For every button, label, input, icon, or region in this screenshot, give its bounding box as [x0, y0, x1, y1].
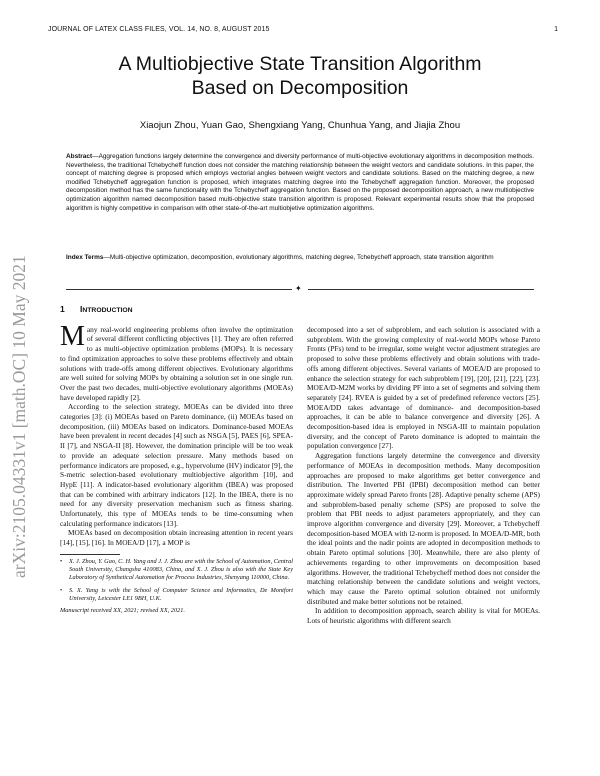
abstract [66, 153, 534, 213]
paragraph: In addition to decomposition approach, search ability is vital for MOEAs. Lots of heuristic algorithms with different search [307, 606, 540, 626]
paragraph: According to the selection strategy, MOEAs can be divided into three categories [3]: (i) MOEAs based on Pareto dominance, (ii) MOEAs based on decomposition, (iii) MOEAs based on indicators. Dominance-based MOEAs have been prevalent in recent decades [4] such as NSGA [5], PAES [6], SPEA-II [7], and NSGA-II [8]. However, the domination principle will be too weak to provide an adequate selection pressure. Many methods based on performance indicators are proposed, e.g., hypervolume (HV) indicator [9], the S-metric selection-based evolutionary multiobjective algorithm [10], and HypE [11]. A indicator-based evolutionary algorithm (IBEA) was proposed that can be combined with arbitrary indicators [12]. In the IBEA, there is no need for any diversity preservation mechanism such as fitness sharing. Unfortunately, this type of MOEAs tends to be time-consuming when calculating performance indicators [13]. [60, 402, 293, 528]
paper-title [60, 52, 540, 100]
drop-cap: M [60, 320, 85, 352]
footnote-text: S. X. Yang is with the School of Computer Science and Informatics, De Montfort University, Leicester LE1 9BH, U.K. [69, 586, 293, 603]
manuscript-note: Manuscript received XX, 2021; revised XX, 2021. [60, 607, 185, 615]
section-title-initial: I [80, 304, 83, 314]
abstract-label: Abstract [66, 153, 93, 160]
right-column [307, 325, 540, 626]
section-divider [66, 286, 534, 294]
title-line-1: A Multiobjective State Transition Algorithm [118, 53, 482, 75]
bullet-icon: • [60, 586, 63, 594]
footnote [60, 558, 293, 583]
bullet-icon: • [60, 557, 63, 565]
abstract-text: —Aggregation functions largely determine the convergence and diversity performance of multi-objective evolutionary algorithms in decomposition methods. Nevertheless, the traditional Tchebycheff function does not consider the matching relationship between the weight vectors and candidate solutions. In this paper, the concept of matching degree is proposed which employs vectorial angles between weight vectors and candidate solutions. Based on the matching degree, a new modified Tchebycheff aggregation function is proposed, which integrates matching degree into the Tchebycheff aggregation function. Moreover, the proposed decomposition method has the same functionality with the Tchebycheff aggregation function. Based on the proposed decomposition approach, a new multiobjective optimization algorithm named decomposition based multi-objective state transition algorithm is proposed. Relevant experimental results show that the proposed algorithm is highly competitive in comparison with other state-of-the-art multiobjetive optimization algorithms. [66, 153, 534, 212]
paragraph: MOEAs based on decomposition obtain increasing attention in recent years [14], [15], [16]. In MOEA/D [17], a MOP is [60, 528, 293, 548]
section-number: 1 [60, 304, 65, 314]
paragraph-text: any real-world engineering problems often involve the optimization of several different conflicting objectives [1]. They are often referred to as multi-objective optimization problems (MOPs). It is necessary to find optimization approaches to solve these problems effectively and obtain solutions with trade-offs among different objectives. Evolutionary algorithms are well suited for solving MOPs by obtaining a solution set in one single run. Over the past two decades, multi-objective evolutionary algorithms (MOEAs) have developed rapidly [2]. [60, 324, 293, 402]
title-line-2: Based on Decomposition [191, 77, 409, 99]
divider-line-right [308, 289, 534, 290]
index-terms-label: Index Terms [66, 254, 104, 261]
paragraph: decomposed into a set of subproblem, and each solution is associated with a subproblem. With the growing complexity of real-world MOPs whose Pareto Fronts (PFs) tend to be irregular, some weight vector adjustment strategies are proposed to solve these problems effectively and obtain solutions with trade-offs among different objectives. Several variants of MOEA/D are proposed to enhance the selection strategy for each subproblem [19], [20], [21], [22], [23]. MOEA/D-M2M works by dividing PF into a set of segments and solving them separately [24]. RVEA is guided by a set of predefined reference vectors [25]. MOEA/DD takes advantage of dominance- and decomposition-based approaches, it can be able to balance convergence and diversity [26]. A decomposition-based idea is employed in NSGA-III to maintain population diversity, and the concept of Pareto dominance is adopted to maintain the population convergence [27]. [307, 325, 540, 451]
index-terms-text: —Multi-objective optimization, decomposition, evolutionary algorithms, matching degree, Tchebycheff approach, state transition algorithm [103, 254, 494, 261]
left-column [60, 305, 293, 616]
index-terms [66, 254, 534, 263]
footnote-rule [60, 554, 120, 555]
paragraph [60, 320, 293, 403]
arxiv-stamp: arXiv:2105.04331v1 [math.OC] 10 May 2021 [9, 255, 29, 578]
running-header: JOURNAL OF LATEX CLASS FILES, VOL. 14, NO. 8, AUGUST 2015 [48, 26, 270, 33]
author-list: Xiaojun Zhou, Yuan Gao, Shengxiang Yang, Chunhua Yang, and Jiajia Zhou [139, 120, 461, 131]
section-title-rest: NTRODUCTION [82, 307, 133, 314]
section-heading [60, 305, 293, 316]
footnote-text: X. J. Zhou, Y. Gao, C. H. Yang and J. J. Zhou are with the School of Automation, Central South University, Changsha 410083, China, and X. J. Zhou is also with the State Key Laboratory of Synthetical Automation for Process Industries, Shenyang 110000, China. [69, 557, 293, 582]
page-number: 1 [554, 26, 558, 33]
footnote [60, 587, 293, 604]
divider-line-left [66, 289, 292, 290]
diamond-icon: ✦ [295, 284, 302, 293]
paragraph: Aggregation functions largely determine the convergence and diversity performance of MOEAs in decomposition methods. Many decomposition approaches are proposed to make algorithms get better convergence and distribution. The Inverted PBI (IPBI) decomposition method can better approximate widely spread Pareto fronts [28]. Adaptive penalty scheme (APS) and subproblem-based penalty scheme (SPS) are proposed to solve the problem that PBI needs to adjust parameters appropriately, and they can improve algorithm convergence and diversity [29]. Moreover, a Tchebycheff decomposition-based MOEA with l2-norm is proposed. In MOEA/D-MR, both the ideal points and the nadir points are adopted in decomposition methods to obtain Pareto optimal solutions [30]. Meanwhile, there are also plenty of achievements regarding to other improvements on decomposition based algorithms. However, the traditional Tchebycheff method does not consider the matching relationship between the candidate solutions and weight vectors, which may cause the Pareto optimal solution obtained not uniformly distributed and make better solutions not be retained. [307, 451, 540, 606]
